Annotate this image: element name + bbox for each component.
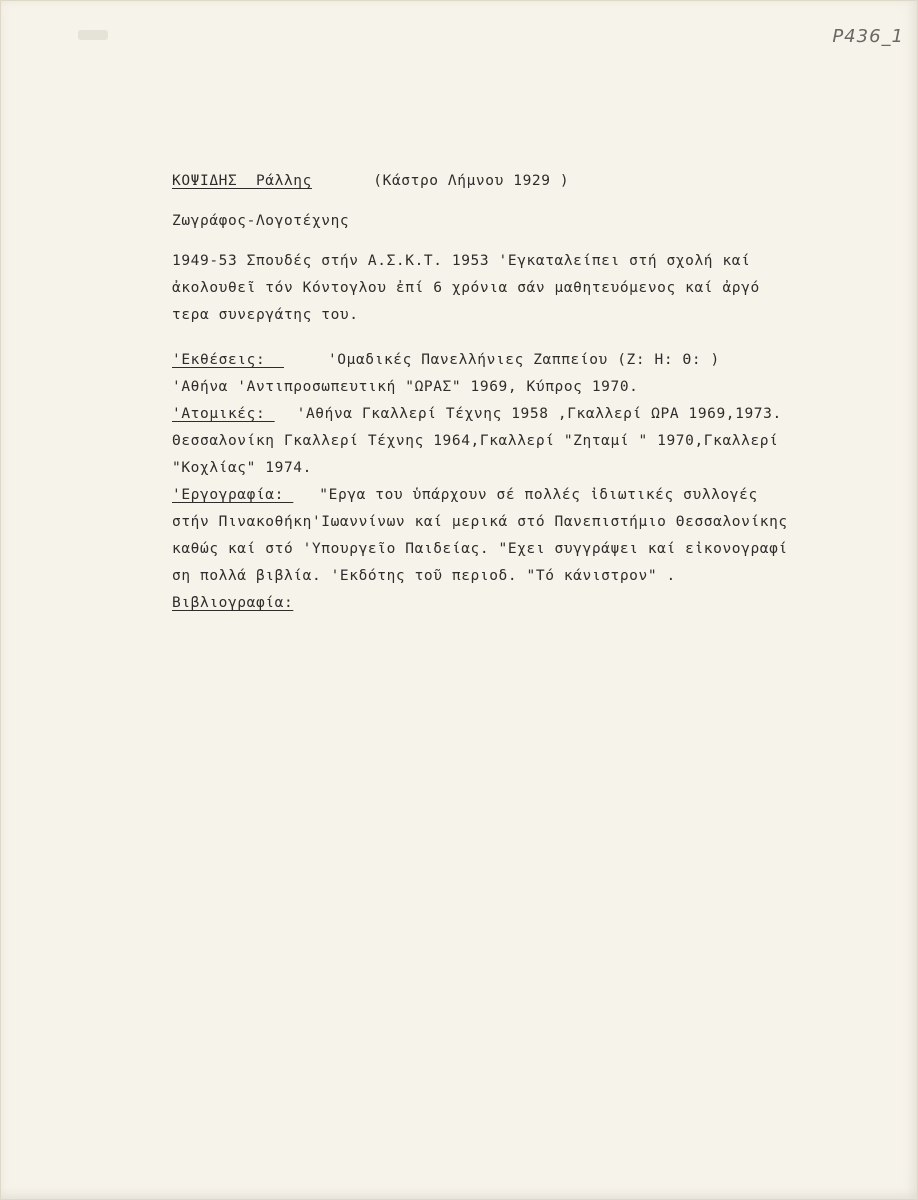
faint-stamp-mark — [78, 30, 108, 40]
exhibitions-label: 'Εκθέσεις:__ — [172, 352, 284, 368]
solo-continuation: "Κοχλίας" 1974. — [172, 460, 312, 476]
solo-exhibitions-line — [172, 401, 892, 428]
exhibitions-line — [172, 347, 892, 374]
bibliography-label: Βιβλιογραφία: — [172, 595, 294, 611]
typed-text-body — [172, 168, 892, 617]
page-number: Ρ436_1 — [832, 26, 904, 47]
bibliography-line — [172, 590, 892, 617]
heading-line — [172, 168, 892, 195]
spacer — [172, 329, 892, 347]
solo-continuation: Θεσσαλονίκη Γκαλλερί Τέχνης 1964,Γκαλλερί "Ζηταμί " 1970,Γκαλλερί — [172, 433, 779, 449]
birth-origin: (Κάστρο Λήμνου 1929 ) — [373, 173, 570, 189]
solo-label: 'Ατομικές:_ — [172, 406, 275, 422]
works-continuation: ση πολλά βιβλία. 'Εκδότης τοῦ περιοδ. "Τό κάνιστρον" . — [172, 568, 676, 584]
works-label: 'Εργογραφία:_ — [172, 487, 294, 503]
spacer — [172, 195, 892, 208]
works-continuation: καθώς καί στό 'Υπουργεῖο Παιδείας. "Εχει συγγράψει καί εἰκονογραφί — [172, 541, 788, 557]
works-text: "Εργα του ὑπάρχουν σέ πολλές ἰδιωτικές συλλογές — [319, 487, 758, 503]
biography-line: ἀκολουθεῖ τόν Κόντογλου ἐπί 6 χρόνια σάν μαθητευόμενος καί ἀργό — [172, 280, 760, 296]
profession: Ζωγράφος-Λογοτέχνης — [172, 213, 350, 229]
works-line — [172, 482, 892, 509]
spacer — [172, 235, 892, 248]
group-exhibitions-text: 'Ομαδικές Πανελλήνιες Ζαππείου (Ζ: Η: Θ: ) — [327, 352, 720, 368]
biography-line: τερα συνεργάτης του. — [172, 307, 359, 323]
artist-name: ΚΟΨΙΔΗΣ__Ράλλης — [172, 173, 312, 189]
solo-exhibitions-text: 'Αθήνα Γκαλλερί Τέχνης 1958 ,Γκαλλερί ΩΡΑ 1969,1973. — [296, 406, 782, 422]
exhibitions-continuation: 'Αθήνα 'Αντιπροσωπευτική "ΩΡΑΣ" 1969, Κύπρος 1970. — [172, 379, 639, 395]
works-continuation: στήν Πινακοθήκη'Ιωαννίνων καί μερικά στό Πανεπιστήμιο Θεσσαλονίκης — [172, 514, 788, 530]
biography-line: 1949-53 Σπουδές στήν Α.Σ.Κ.Τ. 1953 'Εγκαταλείπει στή σχολή καί — [172, 253, 751, 269]
